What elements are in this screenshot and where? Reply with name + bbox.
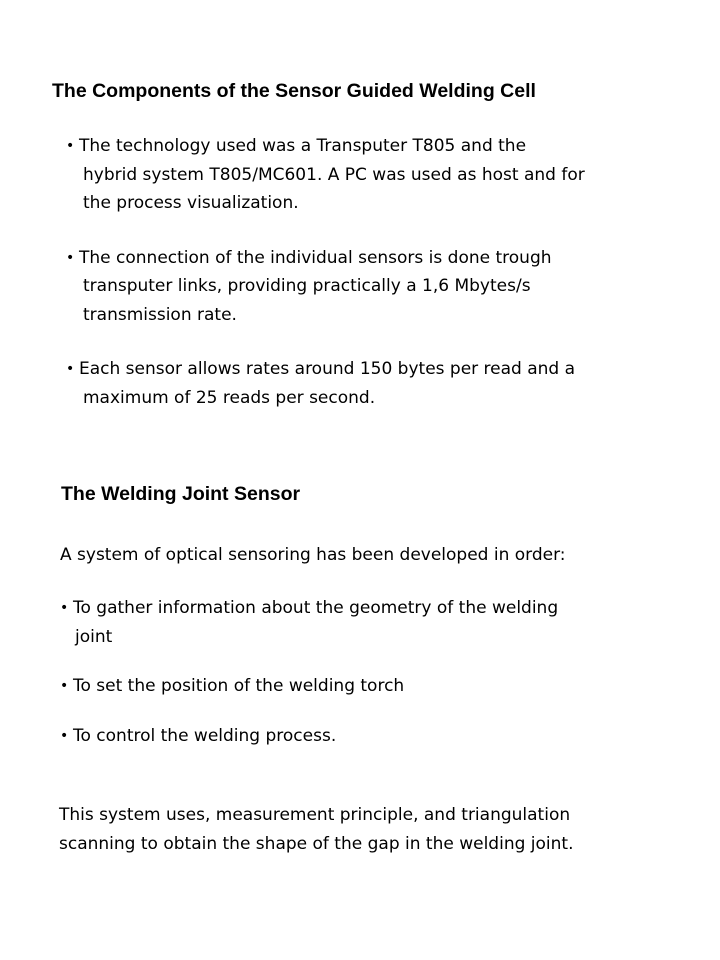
list-item (60, 672, 558, 701)
bullet-icon: • (60, 600, 69, 616)
list-item (60, 594, 558, 651)
section-title-components: The Components of the Sensor Guided Welding Cell (52, 80, 536, 102)
list-item-line: hybrid system T805/MC601. A PC was used as host and for (83, 164, 585, 185)
list-item-line: joint (75, 626, 113, 647)
list-item-line: transputer links, providing practically a 1,6 Mbytes/s (83, 276, 531, 296)
bullet-icon: • (66, 361, 75, 377)
bullet-icon: • (66, 249, 75, 266)
list-item (66, 355, 585, 412)
list-item-line: maximum of 25 reads per second. (83, 387, 376, 408)
bullet-icon: • (60, 727, 69, 744)
closing-paragraph (59, 801, 573, 858)
components-bullet-list (66, 132, 585, 412)
list-item-line: To gather information about the geometry of the welding (73, 598, 559, 618)
bullet-icon: • (66, 138, 75, 154)
list-item-line: the process visualization. (83, 193, 299, 213)
list-item (66, 244, 585, 330)
list-item-line: To set the position of the welding torch (73, 676, 405, 696)
intro-paragraph: A system of optical sensoring has been developed in order: (60, 545, 566, 565)
list-item-line: transmission rate. (83, 304, 237, 325)
list-item (60, 722, 558, 751)
list-item-line: The technology used was a Transputer T805 and the (79, 136, 527, 156)
list-item (66, 132, 585, 218)
bullet-icon: • (60, 678, 69, 694)
list-item-line: To control the welding process. (73, 725, 337, 746)
sensor-goals-bullet-list (60, 594, 558, 750)
list-item-line: Each sensor allows rates around 150 bytes per read and a (79, 359, 576, 379)
list-item-line: The connection of the individual sensors is done trough (79, 247, 552, 268)
section-title-welding-joint-sensor: The Welding Joint Sensor (61, 483, 301, 505)
closing-line: This system uses, measurement principle, and triangulation (59, 805, 571, 825)
closing-line: scanning to obtain the shape of the gap in the welding joint. (59, 833, 574, 854)
